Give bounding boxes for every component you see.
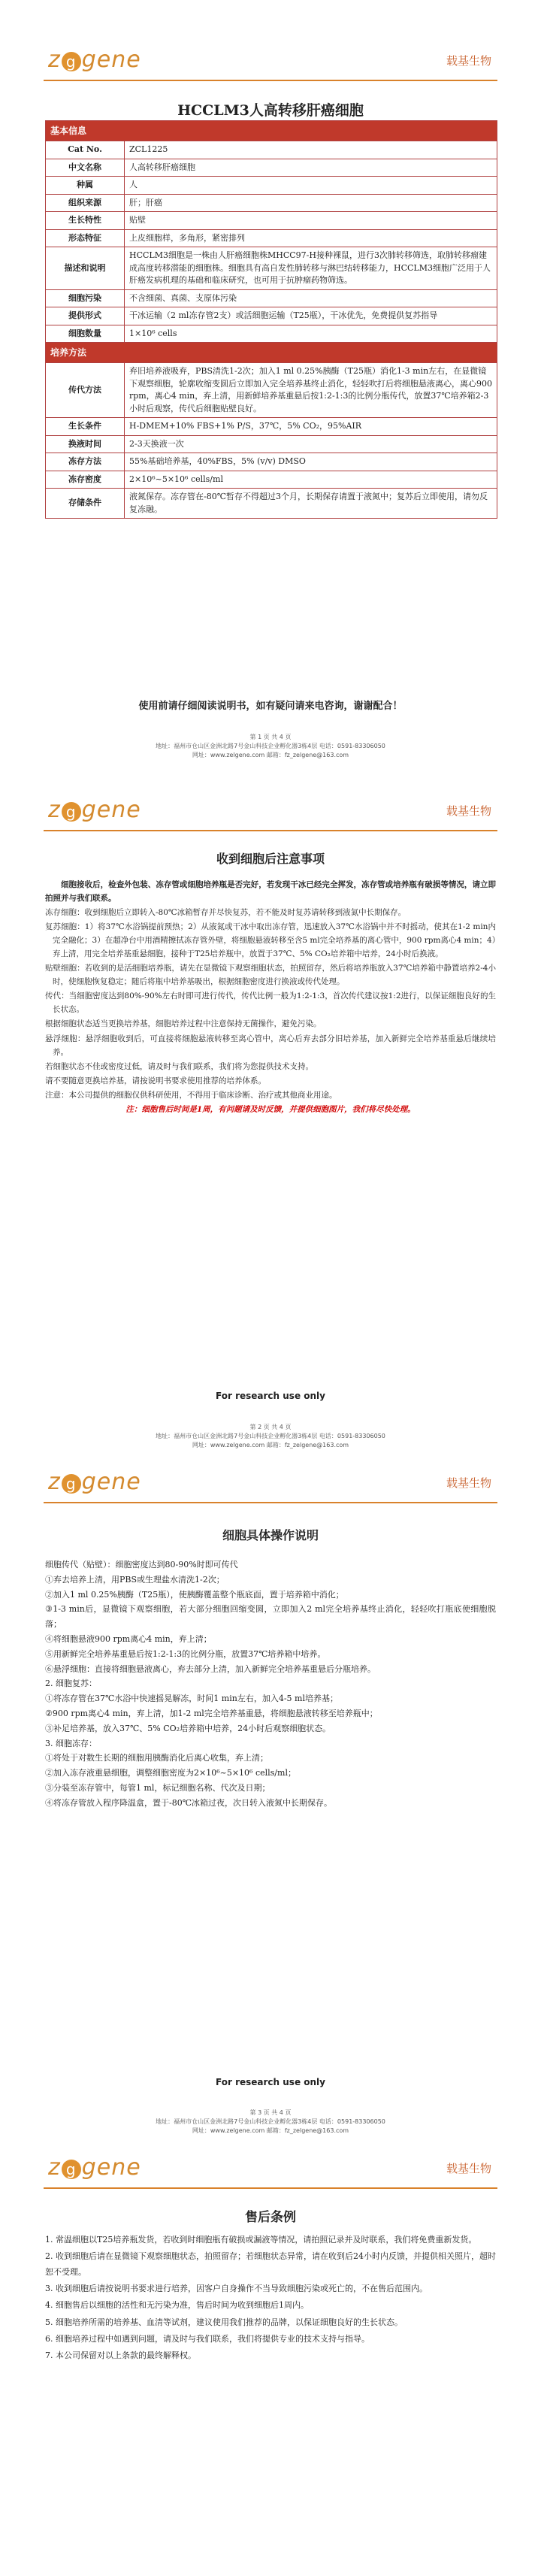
terms-item: 6. 细胞培养过程中如遇到问题，请及时与我们联系，我们将提供专业的技术支持与指导。: [45, 2334, 370, 2344]
info-row: [46, 194, 497, 212]
terms-item: 2. 收到细胞后请在显微镜下观察细胞状态，拍照留存；若细胞状态异常，请在收到后24小时内反馈，并提供相关照片，超时恕不受理。: [45, 2251, 496, 2277]
page-number: 第 3 页 共 4 页: [249, 2109, 292, 2116]
page-title: 细胞具体操作说明: [222, 1528, 319, 1542]
operation-line: ②加入冻存液重悬细胞，调整细胞密度为2×10⁶~5×10⁶ cells/ml；: [45, 1768, 296, 1778]
page-footer: [0, 1423, 541, 1450]
terms-item: 5. 细胞培养所需的培养基、血清等试剂，建议使用我们推荐的品牌，以保证细胞良好的生长状态。: [45, 2317, 403, 2327]
operation-line: ①将处于对数生长期的细胞用胰酶消化后离心收集，弃上清；: [45, 1753, 268, 1763]
info-key: 传代方法: [46, 363, 125, 418]
info-table: [45, 120, 497, 519]
info-row: [46, 289, 497, 307]
page-title: 售后条例: [245, 2210, 296, 2225]
info-row: [46, 307, 497, 325]
footer-web: 网址：www.zelgene.com 邮箱：fz_zelgene@163.com: [192, 2127, 349, 2134]
usage-notice: 使用前请仔细阅读说明书，如有疑问请来电咨询，谢谢配合！: [138, 701, 403, 712]
terms-item: 1. 常温细胞以T25培养瓶发货，若收到时细胞瓶有破损或漏液等情况，请拍照记录并及时联系，我们将免费重新发货。: [45, 2235, 477, 2245]
page-header: [44, 36, 497, 81]
info-value: 贴壁: [125, 212, 497, 230]
info-value: HCCLM3细胞是一株由人肝癌细胞株MHCC97-H接种裸鼠，进行3次肺转移筛选，取肺转移瘤建成高度转移潜能的细胞株。细胞具有高自发性肺转移与淋巴结转移能力，HCCLM3细胞广泛用于人肝癌发病机理的基础和临床研究，也可用于抗肿瘤药物筛选。: [125, 247, 497, 290]
page-footer: [0, 733, 541, 760]
info-value: 不含细菌、真菌、支原体污染: [125, 289, 497, 307]
info-key: 生长特性: [46, 212, 125, 230]
operation-line: ①将冻存管在37℃水浴中快速摇晃解冻，时间1 min左右，加入4-5 ml培养基；: [45, 1694, 338, 1704]
info-key: 细胞污染: [46, 289, 125, 307]
info-row: [46, 141, 497, 159]
footer-address: 地址：福州市仓山区金洲北路7号金山科技企业孵化器3栋4层 电话：0591-83306050: [156, 1433, 385, 1439]
info-key: 冻存密度: [46, 471, 125, 489]
operation-line: ④将冻存管放入程序降温盒，置于-80℃冰箱过夜，次日转入液氮中长期保存。: [45, 1797, 333, 1808]
page-header: [44, 1458, 497, 1503]
info-key: 细胞数量: [46, 325, 125, 343]
receipt-notes: [45, 878, 496, 1117]
operation-line: ④将细胞悬液900 rpm离心4 min，弃上清；: [45, 1633, 212, 1644]
operation-line: ②900 rpm离心4 min，弃上清，加1-2 ml完全培养基重悬，将细胞悬液转移至培养瓶中；: [45, 1708, 378, 1718]
info-value: 2-3天换液一次: [125, 435, 497, 453]
info-value: 液氮保存。冻存管在-80℃暂存不得超过3个月，长期保存请置于液氮中；复苏后立即使用，请勿反复冻融。: [125, 489, 497, 519]
info-value: 上皮细胞样，多角形，紧密排列: [125, 229, 497, 247]
info-row: [46, 247, 497, 290]
footer-address: 地址：福州市仓山区金洲北路7号金山科技企业孵化器3栋4层 电话：0591-83306050: [156, 743, 385, 749]
zelgene-logo: z g gene: [48, 797, 141, 823]
terms-item: 3. 收到细胞后请按说明书要求进行培养，因客户自身操作不当导致细胞污染或死亡的，不在售后范围内。: [45, 2284, 428, 2294]
brand-name: 载基生物: [446, 54, 491, 68]
info-row: [46, 453, 497, 471]
info-value: 干冰运输（2 ml冻存管2支）或活细胞运输（T25瓶），干冰优先，免费提供复苏指导: [125, 307, 497, 325]
info-value: 2×10⁶~5×10⁶ cells/ml: [125, 471, 497, 489]
page-number: 第 2 页 共 4 页: [249, 1424, 292, 1430]
page-footer: [0, 2108, 541, 2136]
notice-item: 根据细胞状态适当更换培养基，细胞培养过程中注意保持无菌操作，避免污染。: [45, 1019, 322, 1029]
zelgene-logo: z g gene: [48, 2154, 141, 2181]
zelgene-logo: z g gene: [48, 1469, 141, 1495]
page-4: [0, 2135, 541, 2576]
section-culture-method: 培养方法: [46, 343, 497, 363]
notice-item: 若细胞状态不佳或密度过低，请及时与我们联系，我们将为您提供技术支持。: [45, 1061, 313, 1071]
info-key: 描述和说明: [46, 247, 125, 290]
section-basic-info: 基本信息: [46, 121, 497, 141]
info-row: [46, 177, 497, 195]
info-value: H-DMEM+10% FBS+1% P/S，37℃，5% CO₂，95%AIR: [125, 418, 497, 436]
notice-item: 冻存细胞：收到细胞后立即转入-80℃冰箱暂存并尽快复苏，若不能及时复苏请转移到液氮中长期保存。: [45, 908, 407, 918]
info-row: [46, 212, 497, 230]
brand-name: 载基生物: [446, 804, 491, 818]
info-value: 1×10⁶ cells: [125, 325, 497, 343]
page-1: [0, 0, 541, 759]
page-3: [0, 1458, 541, 2135]
notice-item: 贴壁细胞：若收到的是活细胞培养瓶，请先在显微镜下观察细胞状态，拍照留存，然后将培养瓶放入37℃培养箱中静置培养2-4小时，使细胞恢复稳定；随后将瓶中培养基吸出，根据细胞密度进行换液或传代处理。: [45, 964, 496, 987]
info-value: ZCL1225: [125, 141, 497, 159]
notice-item: 复苏细胞：1）将37℃水浴锅提前预热；2）从液氮或干冰中取出冻存管，迅速放入37℃水浴锅中并不时摇动，使其在1-2 min内完全融化；3）在超净台中用酒精擦拭冻存管外壁，将细胞悬液转移至含5 ml完全培养基的离心管中，900 rpm离心4 min；4）弃上清，用完全培养基重悬细胞，接种于T25培养瓶中，放置于37℃、5% CO₂培养箱中培养，24小时后换液。: [45, 922, 496, 959]
footer-web: 网址：www.zelgene.com 邮箱：fz_zelgene@163.com: [192, 752, 349, 758]
research-use-label: For research use only: [216, 1391, 325, 1401]
research-use-label: For research use only: [216, 2077, 325, 2087]
notice-item: 悬浮细胞：悬浮细胞收到后，可直接将细胞悬液转移至离心管中，离心后弃去部分旧培养基，加入新鲜完全培养基重悬后继续培养。: [45, 1034, 496, 1057]
info-value: 肝；肝癌: [125, 194, 497, 212]
info-key: 形态特征: [46, 229, 125, 247]
info-row: [46, 229, 497, 247]
info-key: 提供形式: [46, 307, 125, 325]
info-row: [46, 159, 497, 177]
footer-address: 地址：福州市仓山区金洲北路7号金山科技企业孵化器3栋4层 电话：0591-83306050: [156, 2118, 385, 2125]
page-title: 收到细胞后注意事项: [216, 852, 325, 866]
operation-line: ③补足培养基，放入37℃、5% CO₂培养箱中培养，24小时后观察细胞状态。: [45, 1723, 331, 1733]
notice-item: 请不要随意更换培养基，请按说明书要求使用推荐的培养体系。: [45, 1076, 266, 1085]
info-key: 存储条件: [46, 489, 125, 519]
info-value: 55%基础培养基，40%FBS，5% (v/v) DMSO: [125, 453, 497, 471]
brand-name: 载基生物: [446, 2162, 491, 2175]
operation-line: ①弃去培养上清，用PBS或生理盐水清洗1-2次；: [45, 1574, 225, 1585]
info-row: [46, 471, 497, 489]
info-value: 人高转移肝癌细胞: [125, 159, 497, 177]
info-row: [46, 489, 497, 519]
operation-steps: [45, 1557, 496, 1811]
operation-line: ③1-3 min后，显微镜下观察细胞，若大部分细胞回缩变圆，立即加入2 ml完全培养基终止消化，轻轻吹打瓶底使细胞脱落；: [45, 1604, 496, 1630]
footer-web: 网址：www.zelgene.com 邮箱：fz_zelgene@163.com: [192, 1442, 349, 1448]
info-key: 冻存方法: [46, 453, 125, 471]
info-value: 人: [125, 177, 497, 195]
page-2: [0, 759, 541, 1458]
after-sales-terms: [45, 2232, 496, 2366]
page-header: [44, 2144, 497, 2189]
info-row: [46, 435, 497, 453]
info-key: 种属: [46, 177, 125, 195]
terms-item: 7. 本公司保留对以上条款的最终解释权。: [45, 2350, 196, 2361]
operation-line: 3. 细胞冻存：: [45, 1738, 97, 1748]
info-key: 生长条件: [46, 418, 125, 436]
info-key: 换液时间: [46, 435, 125, 453]
page-number: 第 1 页 共 4 页: [249, 734, 292, 740]
after-sales-note: 注：细胞售后时间是1周，有问题请及时反馈，并提供细胞图片，我们将尽快处理。: [125, 1104, 416, 1114]
operation-line: ②加入1 ml 0.25%胰酶（T25瓶），使胰酶覆盖整个瓶底面，置于培养箱中消化；: [45, 1589, 344, 1600]
operation-line: ⑤用新鲜完全培养基重悬后按1:2-1:3的比例分瓶，放置37℃培养箱中培养。: [45, 1648, 326, 1659]
operation-line: 2. 细胞复苏：: [45, 1678, 97, 1689]
info-row: [46, 418, 497, 436]
terms-item: 4. 细胞售后以细胞的活性和无污染为准，售后时间为收到细胞后1周内。: [45, 2300, 309, 2311]
notice-item: 注意：本公司提供的细胞仅供科研使用，不得用于临床诊断、治疗或其他商业用途。: [45, 1090, 337, 1100]
operation-line: ③分装至冻存管中，每管1 ml，标记细胞名称、代次及日期；: [45, 1782, 270, 1793]
info-key: Cat No.: [46, 141, 125, 159]
brand-name: 载基生物: [446, 1476, 491, 1490]
zelgene-logo: z g gene: [48, 47, 141, 73]
operation-line: ⑥悬浮细胞：直接将细胞悬液离心，弃去部分上清，加入新鲜完全培养基重悬后分瓶培养。: [45, 1663, 376, 1674]
notice-item: 传代：当细胞密度达到80%-90%左右时即可进行传代，传代比例一般为1:2-1:3，首次传代建议按1:2进行，以保证细胞良好的生长状态。: [45, 991, 496, 1015]
operation-line: 细胞传代（贴壁）：细胞密度达到80-90%时即可传代: [45, 1560, 238, 1570]
info-key: 组织来源: [46, 194, 125, 212]
info-value: 弃旧培养液吸弃，PBS清洗1-2次；加入1 ml 0.25%胰酶（T25瓶）消化1-3 min左右，在显微镜下观察细胞，轮廓收缩变圆后立即加入完全培养基终止消化，轻轻吹打后将细胞悬液离心，离心900 rpm，离心4 min，弃上清，用新鲜培养基重悬后按1:2-1:3的比例分瓶传代，放置37℃培养箱2-3小时后观察，传代后细胞贴壁良好。: [125, 363, 497, 418]
info-row: [46, 325, 497, 343]
page-header: [44, 786, 497, 831]
product-title: HCCLM3人高转移肝癌细胞: [177, 102, 364, 119]
info-key: 中文名称: [46, 159, 125, 177]
intro-text: 细胞接收后，检查外包装、冻存管或细胞培养瓶是否完好，若发现干冰已经完全挥发，冻存管或培养瓶有破损等情况，请立即拍照并与我们联系。: [45, 880, 496, 904]
info-row: [46, 363, 497, 418]
